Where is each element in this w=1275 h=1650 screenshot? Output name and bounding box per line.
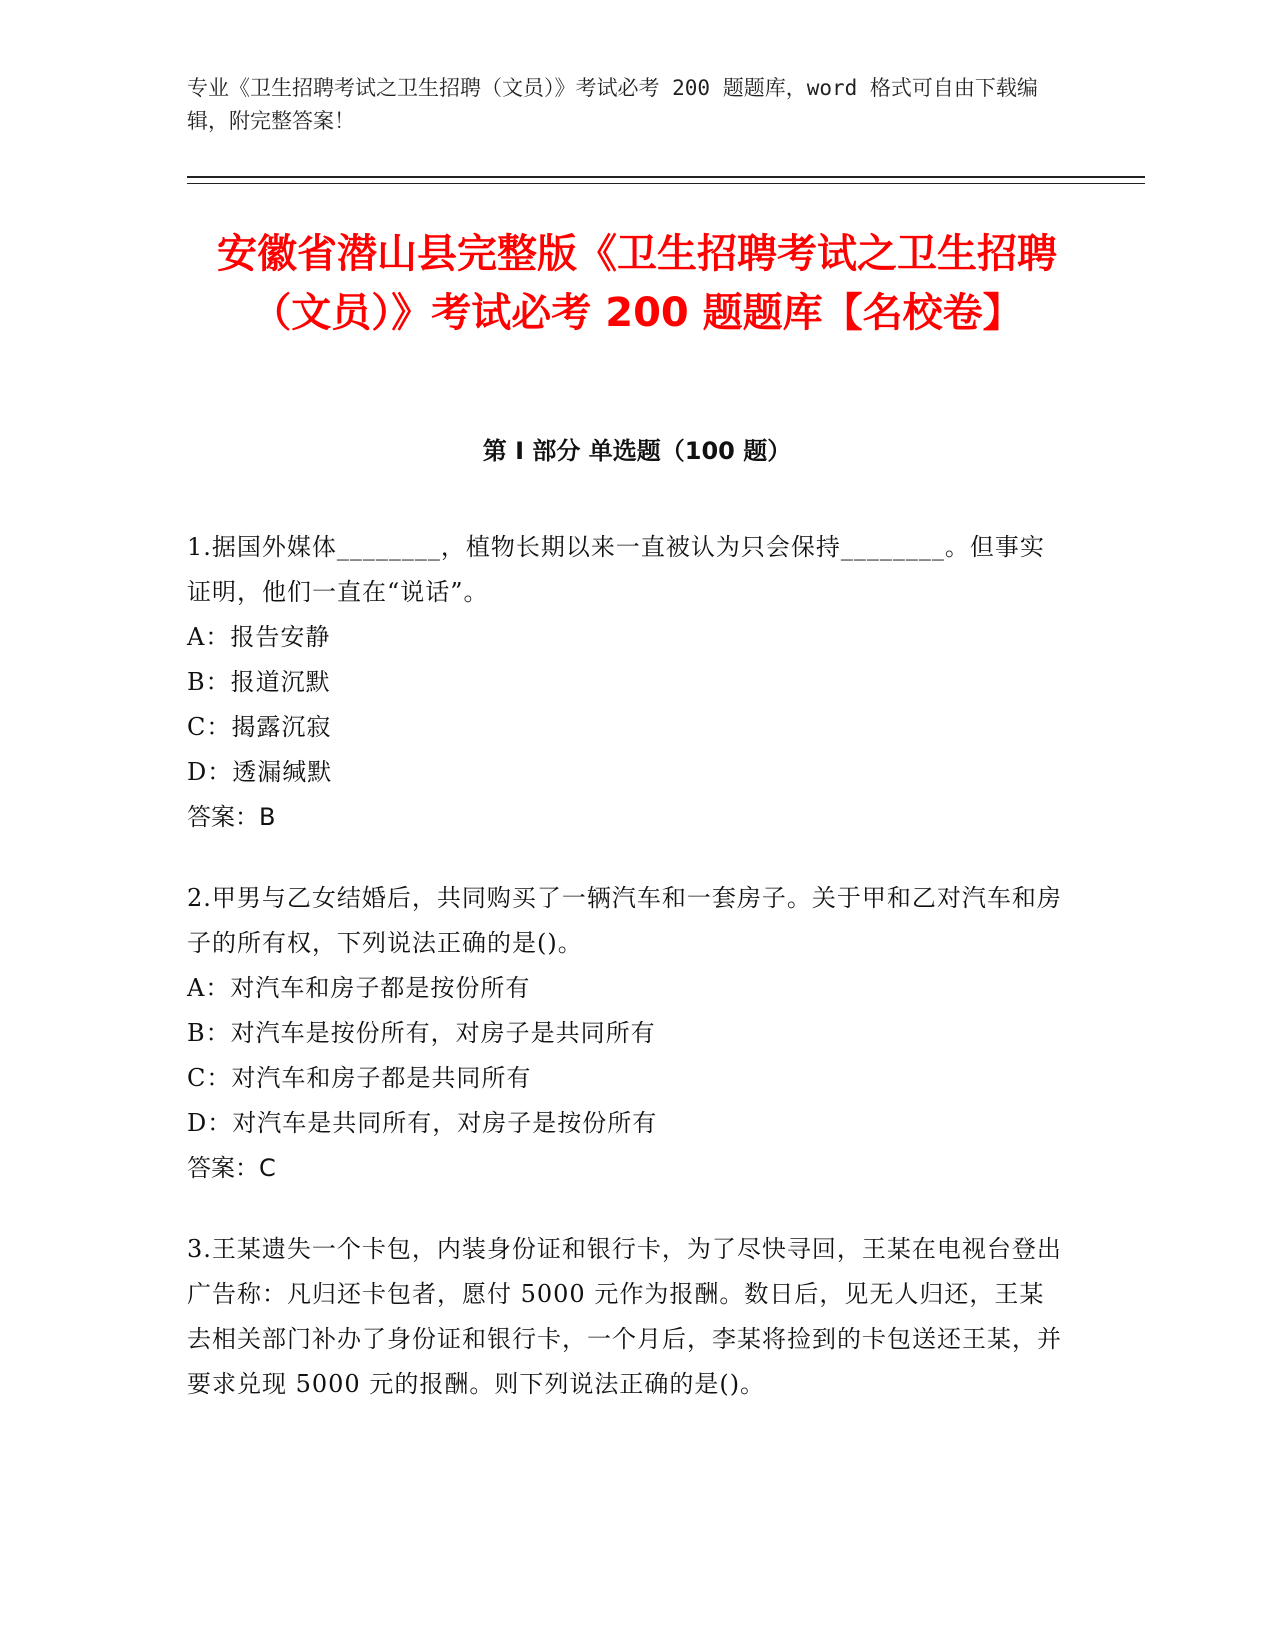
header-divider xyxy=(187,176,1145,178)
option-a: A：对汽车和房子都是按份所有 xyxy=(187,974,531,1002)
question-list xyxy=(187,525,1067,1443)
question-text: 3.王某遗失一个卡包，内装身份证和银行卡，为了尽快寻回，王某在电视台登出广告称：凡归还卡包者，愿付 5000 元作为报酬。数日后，见无人归还，王某去相关部门补办了身份证和银行卡，一个月后，李某将捡到的卡包送还王某，并要求兑现 5000 元的报酬。则下列说法正确的是()。 xyxy=(187,1235,1062,1398)
option-c: C：揭露沉寂 xyxy=(187,713,332,741)
question-text: 2.甲男与乙女结婚后，共同购买了一辆汽车和一套房子。关于甲和乙对汽车和房子的所有权，下列说法正确的是()。 xyxy=(187,884,1062,957)
section-title: 第 I 部分 单选题（100 题） xyxy=(482,437,792,465)
document-title: 安徽省潜山县完整版《卫生招聘考试之卫生招聘（文员）》考试必考 200 题题库【名校卷】 xyxy=(217,231,1057,336)
option-d: D：透漏缄默 xyxy=(187,758,333,786)
question-1 xyxy=(187,525,1067,840)
question-3 xyxy=(187,1227,1067,1407)
option-a: A：报告安静 xyxy=(187,623,331,651)
answer: 答案：C xyxy=(187,1154,276,1182)
option-b: B：报道沉默 xyxy=(187,668,331,696)
option-b: B：对汽车是按份所有，对房子是共同所有 xyxy=(187,1019,656,1047)
answer: 答案：B xyxy=(187,803,276,831)
option-c: C：对汽车和房子都是共同所有 xyxy=(187,1064,532,1092)
option-d: D：对汽车是共同所有，对房子是按份所有 xyxy=(187,1109,658,1137)
header-divider-thin xyxy=(187,183,1145,184)
question-2 xyxy=(187,876,1067,1191)
header-note: 专业《卫生招聘考试之卫生招聘（文员）》考试必考 200 题题库，word 格式可自由下载编辑，附完整答案！ xyxy=(187,76,1038,133)
question-text: 1.据国外媒体________，植物长期以来一直被认为只会保持________。但事实证明，他们一直在“说话”。 xyxy=(187,533,1045,606)
